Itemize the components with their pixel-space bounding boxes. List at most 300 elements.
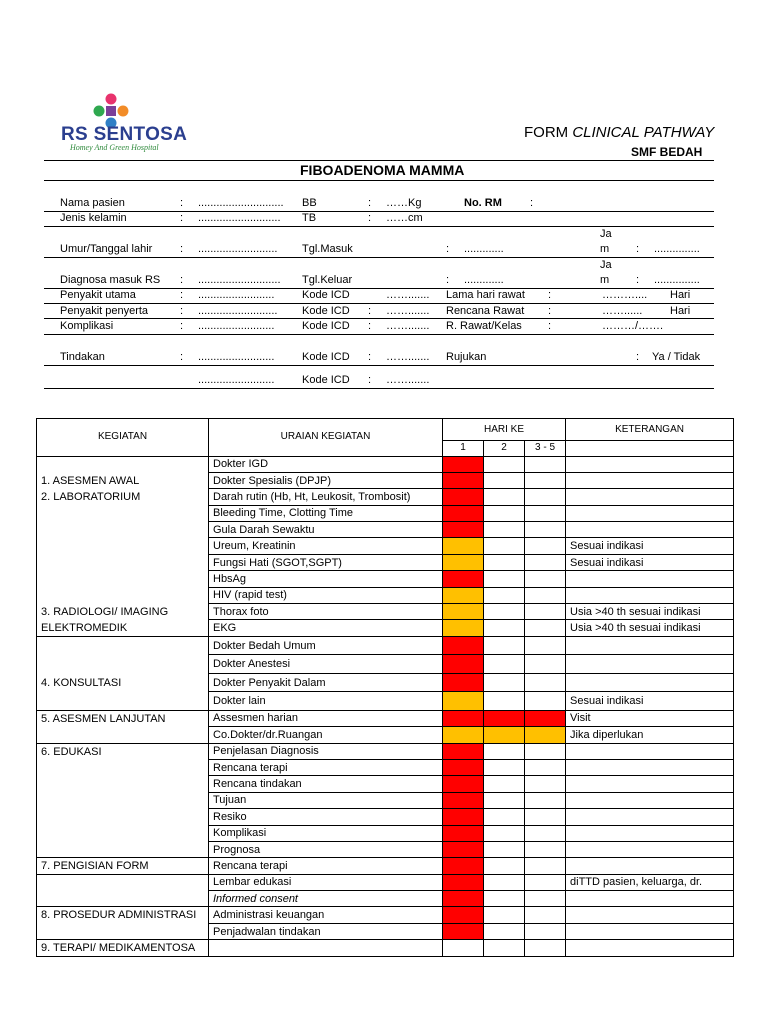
table-row xyxy=(37,907,734,923)
day-1-cell[interactable] xyxy=(443,472,484,488)
colon: : xyxy=(180,274,184,286)
keterangan-cell xyxy=(566,776,734,792)
colon: : xyxy=(446,243,450,255)
kegiatan-cell xyxy=(37,825,209,841)
day-3-cell[interactable] xyxy=(525,456,566,472)
kegiatan-cell: 4. KONSULTASI xyxy=(37,673,209,692)
table-row xyxy=(37,776,734,792)
keterangan-cell xyxy=(566,505,734,521)
row-line xyxy=(44,388,714,389)
table-row xyxy=(37,620,734,636)
kegiatan-cell xyxy=(37,522,209,538)
kegiatan-cell xyxy=(37,554,209,570)
day-3-cell[interactable] xyxy=(525,636,566,655)
uraian-cell: Lembar edukasi xyxy=(209,874,443,890)
kegiatan-cell xyxy=(37,923,209,939)
uraian-cell: Komplikasi xyxy=(209,825,443,841)
uraian-cell: Co.Dokter/dr.Ruangan xyxy=(209,727,443,743)
kegiatan-cell xyxy=(37,809,209,825)
field-kode-icd[interactable]: ……....... xyxy=(386,305,430,317)
day-3-cell[interactable] xyxy=(525,825,566,841)
day-1-cell[interactable] xyxy=(443,891,484,907)
field-komplikasi[interactable]: ......................... xyxy=(198,320,275,332)
day-1-cell[interactable] xyxy=(443,743,484,759)
field-jenis-kelamin[interactable]: ........................... xyxy=(198,212,281,224)
colon: : xyxy=(548,305,552,317)
keterangan-cell xyxy=(566,587,734,603)
header-keterangan-blank xyxy=(566,441,734,457)
keterangan-cell: Usia >40 th sesuai indikasi xyxy=(566,604,734,620)
field-rujukan[interactable]: Ya / Tidak xyxy=(652,351,701,363)
label-jam: Ja xyxy=(600,259,612,271)
day-1-cell[interactable] xyxy=(443,727,484,743)
label-kode-icd: Kode ICD xyxy=(302,320,350,332)
day-2-cell[interactable] xyxy=(484,692,525,711)
day-1-cell[interactable] xyxy=(443,692,484,711)
day-3-cell[interactable] xyxy=(525,907,566,923)
kegiatan-cell xyxy=(37,727,209,743)
field-umur[interactable]: .......................... xyxy=(198,243,278,255)
day-2-cell[interactable] xyxy=(484,825,525,841)
row-line xyxy=(44,257,714,258)
day-3-cell[interactable] xyxy=(525,809,566,825)
colon: : xyxy=(180,289,184,301)
day-2-cell[interactable] xyxy=(484,604,525,620)
day-3-cell[interactable] xyxy=(525,923,566,939)
label-bb: BB xyxy=(302,197,317,209)
field-r-rawat[interactable]: ………/……. xyxy=(602,320,664,332)
day-1-cell[interactable] xyxy=(443,620,484,636)
label-jam: m xyxy=(600,274,610,286)
day-1-cell[interactable] xyxy=(443,923,484,939)
day-1-cell[interactable] xyxy=(443,841,484,857)
document-title: FIBOADENOMA MAMMA xyxy=(300,162,465,178)
header-kegiatan: KEGIATAN xyxy=(37,419,209,457)
colon: : xyxy=(368,374,372,386)
table-row xyxy=(37,891,734,907)
field-tindakan-2[interactable]: ......................... xyxy=(198,374,275,386)
day-2-cell[interactable] xyxy=(484,743,525,759)
label-penyakit-penyerta: Penyakit penyerta xyxy=(60,305,149,317)
day-1-cell[interactable] xyxy=(443,587,484,603)
day-2-cell[interactable] xyxy=(484,489,525,505)
field-kode-icd[interactable]: ……....... xyxy=(386,374,430,386)
day-1-cell[interactable] xyxy=(443,776,484,792)
label-hari: Hari xyxy=(670,305,691,317)
row-line xyxy=(44,303,714,304)
keterangan-cell xyxy=(566,673,734,692)
day-1-cell[interactable] xyxy=(443,792,484,808)
field-tgl-masuk[interactable]: ............. xyxy=(464,243,504,255)
day-2-cell[interactable] xyxy=(484,940,525,956)
day-1-cell[interactable] xyxy=(443,538,484,554)
day-1-cell[interactable] xyxy=(443,489,484,505)
day-3-cell[interactable] xyxy=(525,522,566,538)
kegiatan-cell xyxy=(37,636,209,655)
label-rujukan: Rujukan xyxy=(446,351,487,363)
kegiatan-cell: 6. EDUKASI xyxy=(37,743,209,759)
day-1-cell[interactable] xyxy=(443,858,484,874)
day-3-cell[interactable] xyxy=(525,620,566,636)
day-3-cell[interactable] xyxy=(525,792,566,808)
table-row xyxy=(37,673,734,692)
colon: : xyxy=(636,243,640,255)
uraian-cell: Penjadwalan tindakan xyxy=(209,923,443,939)
kegiatan-cell: 3. RADIOLOGI/ IMAGING xyxy=(37,604,209,620)
table-row xyxy=(37,587,734,603)
keterangan-cell: diTTD pasien, keluarga, dr. xyxy=(566,874,734,890)
keterangan-cell: Jika diperlukan xyxy=(566,727,734,743)
keterangan-cell: Visit xyxy=(566,710,734,726)
keterangan-cell xyxy=(566,489,734,505)
colon: : xyxy=(368,197,372,209)
colon: : xyxy=(180,320,184,332)
table-row xyxy=(37,636,734,655)
kegiatan-cell: 1. ASESMEN AWAL xyxy=(37,472,209,488)
field-rencana-rawat[interactable]: ……...... xyxy=(602,305,643,317)
keterangan-cell: Sesuai indikasi xyxy=(566,554,734,570)
colon: : xyxy=(368,305,372,317)
uraian-cell: Resiko xyxy=(209,809,443,825)
day-2-cell[interactable] xyxy=(484,776,525,792)
day-3-cell[interactable] xyxy=(525,692,566,711)
table-row xyxy=(37,825,734,841)
keterangan-cell xyxy=(566,759,734,775)
field-bb[interactable]: ……Kg xyxy=(386,197,422,209)
uraian-cell: Dokter Bedah Umum xyxy=(209,636,443,655)
day-3-cell[interactable] xyxy=(525,673,566,692)
hospital-tagline: Homey And Green Hospital xyxy=(70,143,159,152)
day-1-cell[interactable] xyxy=(443,655,484,674)
day-2-cell[interactable] xyxy=(484,710,525,726)
clinical-pathway-table xyxy=(36,418,734,957)
uraian-cell: Dokter IGD xyxy=(209,456,443,472)
colon: : xyxy=(446,274,450,286)
kegiatan-cell xyxy=(37,776,209,792)
uraian-cell: Administrasi keuangan xyxy=(209,907,443,923)
table-row xyxy=(37,489,734,505)
day-2-cell[interactable] xyxy=(484,891,525,907)
hospital-name: RS SENTOSA xyxy=(61,124,188,145)
day-2-cell[interactable] xyxy=(484,809,525,825)
table-row xyxy=(37,554,734,570)
uraian-cell: Dokter Spesialis (DPJP) xyxy=(209,472,443,488)
day-3-cell[interactable] xyxy=(525,587,566,603)
label-hari: Hari xyxy=(670,289,691,301)
kegiatan-cell xyxy=(37,891,209,907)
keterangan-cell xyxy=(566,923,734,939)
uraian-cell: Thorax foto xyxy=(209,604,443,620)
row-line xyxy=(44,211,714,212)
keterangan-cell xyxy=(566,907,734,923)
label-kode-icd: Kode ICD xyxy=(302,305,350,317)
field-nama-pasien[interactable]: ............................ xyxy=(198,197,284,209)
day-2-cell[interactable] xyxy=(484,587,525,603)
keterangan-cell xyxy=(566,456,734,472)
row-line xyxy=(44,226,714,227)
kegiatan-cell xyxy=(37,655,209,674)
day-2-cell[interactable] xyxy=(484,792,525,808)
day-2-cell[interactable] xyxy=(484,673,525,692)
label-lama-hari: Lama hari rawat xyxy=(446,289,525,301)
table-row xyxy=(37,874,734,890)
colon: : xyxy=(530,197,534,209)
kegiatan-cell xyxy=(37,792,209,808)
uraian-cell: HbsAg xyxy=(209,571,443,587)
row-line xyxy=(44,334,714,335)
uraian-cell: Bleeding Time, Clotting Time xyxy=(209,505,443,521)
day-1-cell[interactable] xyxy=(443,554,484,570)
day-1-cell[interactable] xyxy=(443,907,484,923)
day-3-cell[interactable] xyxy=(525,489,566,505)
uraian-cell: Rencana terapi xyxy=(209,759,443,775)
day-3-cell[interactable] xyxy=(525,554,566,570)
keterangan-cell xyxy=(566,858,734,874)
day-1-cell[interactable] xyxy=(443,759,484,775)
uraian-cell xyxy=(209,940,443,956)
field-penyakit-utama[interactable]: ......................... xyxy=(198,289,275,301)
table-row xyxy=(37,727,734,743)
day-3-cell[interactable] xyxy=(525,858,566,874)
department-label: SMF BEDAH xyxy=(631,145,703,159)
kegiatan-cell: 2. LABORATORIUM xyxy=(37,489,209,505)
day-3-cell[interactable] xyxy=(525,571,566,587)
divider xyxy=(44,160,714,161)
label-jam: Ja xyxy=(600,228,612,240)
day-2-cell[interactable] xyxy=(484,655,525,674)
uraian-cell: EKG xyxy=(209,620,443,636)
keterangan-cell xyxy=(566,743,734,759)
colon: : xyxy=(548,320,552,332)
colon: : xyxy=(180,197,184,209)
day-3-cell[interactable] xyxy=(525,743,566,759)
keterangan-cell xyxy=(566,825,734,841)
keterangan-cell xyxy=(566,571,734,587)
day-3-cell[interactable] xyxy=(525,604,566,620)
colon: : xyxy=(548,289,552,301)
field-kode-icd[interactable]: ……....... xyxy=(386,320,430,332)
header-day-2: 2 xyxy=(484,441,525,457)
field-tindakan[interactable]: ......................... xyxy=(198,351,275,363)
table-row xyxy=(37,809,734,825)
table-row xyxy=(37,692,734,711)
day-2-cell[interactable] xyxy=(484,472,525,488)
table-row xyxy=(37,522,734,538)
keterangan-cell: Sesuai indikasi xyxy=(566,692,734,711)
keterangan-cell xyxy=(566,940,734,956)
row-line xyxy=(44,318,714,319)
day-2-cell[interactable] xyxy=(484,727,525,743)
table-row xyxy=(37,743,734,759)
keterangan-cell: Usia >40 th sesuai indikasi xyxy=(566,620,734,636)
header-day-1: 1 xyxy=(443,441,484,457)
day-3-cell[interactable] xyxy=(525,655,566,674)
day-2-cell[interactable] xyxy=(484,522,525,538)
field-kode-icd[interactable]: ……....... xyxy=(386,289,430,301)
table-row xyxy=(37,604,734,620)
day-3-cell[interactable] xyxy=(525,776,566,792)
day-3-cell[interactable] xyxy=(525,874,566,890)
day-1-cell[interactable] xyxy=(443,571,484,587)
label-diagnosa: Diagnosa masuk RS xyxy=(60,274,161,286)
day-3-cell[interactable] xyxy=(525,891,566,907)
field-diagnosa[interactable]: ........................... xyxy=(198,274,281,286)
keterangan-cell xyxy=(566,841,734,857)
table-row xyxy=(37,841,734,857)
day-3-cell[interactable] xyxy=(525,841,566,857)
day-3-cell[interactable] xyxy=(525,710,566,726)
table-row xyxy=(37,505,734,521)
kegiatan-cell: ELEKTROMEDIK xyxy=(37,620,209,636)
day-2-cell[interactable] xyxy=(484,620,525,636)
label-tindakan: Tindakan xyxy=(60,351,105,363)
day-1-cell[interactable] xyxy=(443,505,484,521)
day-3-cell[interactable] xyxy=(525,505,566,521)
uraian-cell: HIV (rapid test) xyxy=(209,587,443,603)
field-jam-keluar[interactable]: ............... xyxy=(654,274,700,286)
day-2-cell[interactable] xyxy=(484,858,525,874)
colon: : xyxy=(368,351,372,363)
day-3-cell[interactable] xyxy=(525,727,566,743)
day-1-cell[interactable] xyxy=(443,673,484,692)
day-1-cell[interactable] xyxy=(443,636,484,655)
keterangan-cell xyxy=(566,891,734,907)
uraian-cell: Gula Darah Sewaktu xyxy=(209,522,443,538)
colon: : xyxy=(180,305,184,317)
day-3-cell[interactable] xyxy=(525,940,566,956)
day-2-cell[interactable] xyxy=(484,874,525,890)
uraian-cell: Informed consent xyxy=(209,891,443,907)
uraian-cell: Dokter Penyakit Dalam xyxy=(209,673,443,692)
uraian-cell: Rencana terapi xyxy=(209,858,443,874)
uraian-cell: Prognosa xyxy=(209,841,443,857)
uraian-cell: Fungsi Hati (SGOT,SGPT) xyxy=(209,554,443,570)
day-1-cell[interactable] xyxy=(443,456,484,472)
field-tb[interactable]: ……cm xyxy=(386,212,423,224)
table-row xyxy=(37,923,734,939)
day-2-cell[interactable] xyxy=(484,505,525,521)
keterangan-cell xyxy=(566,636,734,655)
table-row xyxy=(37,858,734,874)
table-row xyxy=(37,940,734,956)
label-r-rawat: R. Rawat/Kelas xyxy=(446,320,522,332)
table-row xyxy=(37,655,734,674)
day-2-cell[interactable] xyxy=(484,841,525,857)
label-rencana-rawat: Rencana Rawat xyxy=(446,305,525,317)
day-1-cell[interactable] xyxy=(443,710,484,726)
kegiatan-cell: 5. ASESMEN LANJUTAN xyxy=(37,710,209,726)
colon: : xyxy=(636,274,640,286)
label-penyakit-utama: Penyakit utama xyxy=(60,289,136,301)
kegiatan-cell: 7. PENGISIAN FORM xyxy=(37,858,209,874)
day-3-cell[interactable] xyxy=(525,759,566,775)
table-row xyxy=(37,571,734,587)
label-jenis-kelamin: Jenis kelamin xyxy=(60,212,127,224)
day-1-cell[interactable] xyxy=(443,874,484,890)
label-nama-pasien: Nama pasien xyxy=(60,197,125,209)
field-jam-masuk[interactable]: ............... xyxy=(654,243,700,255)
table-row xyxy=(37,538,734,554)
kegiatan-cell xyxy=(37,571,209,587)
table-row xyxy=(37,456,734,472)
colon: : xyxy=(368,320,372,332)
keterangan-cell: Sesuai indikasi xyxy=(566,538,734,554)
kegiatan-cell xyxy=(37,456,209,472)
kegiatan-cell: 9. TERAPI/ MEDIKAMENTOSA xyxy=(37,940,209,956)
kegiatan-cell xyxy=(37,587,209,603)
day-1-cell[interactable] xyxy=(443,825,484,841)
uraian-cell: Penjelasan Diagnosis xyxy=(209,743,443,759)
kegiatan-cell xyxy=(37,505,209,521)
uraian-cell: Darah rutin (Hb, Ht, Leukosit, Trombosit) xyxy=(209,489,443,505)
uraian-cell: Dokter Anestesi xyxy=(209,655,443,674)
label-komplikasi: Komplikasi xyxy=(60,320,114,332)
label-umur: Umur/Tanggal lahir xyxy=(60,243,153,255)
day-1-cell[interactable] xyxy=(443,604,484,620)
uraian-cell: Dokter lain xyxy=(209,692,443,711)
day-1-cell[interactable] xyxy=(443,940,484,956)
label-tgl-keluar: Tgl.Keluar xyxy=(302,274,353,286)
day-2-cell[interactable] xyxy=(484,923,525,939)
field-tgl-keluar[interactable]: ............. xyxy=(464,274,504,286)
colon: : xyxy=(180,351,184,363)
field-kode-icd[interactable]: ……....... xyxy=(386,351,430,363)
label-no-rm: No. RM xyxy=(464,197,502,209)
colon: : xyxy=(180,212,184,224)
uraian-cell: Tujuan xyxy=(209,792,443,808)
label-kode-icd: Kode ICD xyxy=(302,289,350,301)
day-2-cell[interactable] xyxy=(484,907,525,923)
label-tb: TB xyxy=(302,212,317,224)
label-jam: m xyxy=(600,243,610,255)
field-lama-hari[interactable]: ……….... xyxy=(602,289,648,301)
colon: : xyxy=(368,212,372,224)
header-hari-ke: HARI KE xyxy=(443,419,566,441)
kegiatan-cell xyxy=(37,841,209,857)
header-uraian: URAIAN KEGIATAN xyxy=(209,419,443,457)
header-day-3-5: 3 - 5 xyxy=(525,441,566,457)
uraian-cell: Ureum, Kreatinin xyxy=(209,538,443,554)
label-tgl-masuk: Tgl.Masuk xyxy=(302,243,353,255)
day-2-cell[interactable] xyxy=(484,538,525,554)
day-2-cell[interactable] xyxy=(484,554,525,570)
header-keterangan: KETERANGAN xyxy=(566,419,734,441)
day-1-cell[interactable] xyxy=(443,809,484,825)
keterangan-cell xyxy=(566,522,734,538)
kegiatan-cell xyxy=(37,538,209,554)
form-title: FORM CLINICAL PATHWAY xyxy=(524,124,715,141)
day-3-cell[interactable] xyxy=(525,538,566,554)
day-2-cell[interactable] xyxy=(484,456,525,472)
colon: : xyxy=(180,243,184,255)
uraian-cell: Assesmen harian xyxy=(209,710,443,726)
uraian-cell: Rencana tindakan xyxy=(209,776,443,792)
keterangan-cell xyxy=(566,809,734,825)
table-row xyxy=(37,472,734,488)
colon: : xyxy=(636,351,640,363)
keterangan-cell xyxy=(566,472,734,488)
row-line xyxy=(44,365,714,366)
kegiatan-cell xyxy=(37,692,209,711)
day-2-cell[interactable] xyxy=(484,636,525,655)
day-3-cell[interactable] xyxy=(525,472,566,488)
field-penyakit-penyerta[interactable]: .......................... xyxy=(198,305,278,317)
day-2-cell[interactable] xyxy=(484,571,525,587)
keterangan-cell xyxy=(566,655,734,674)
day-1-cell[interactable] xyxy=(443,522,484,538)
day-2-cell[interactable] xyxy=(484,759,525,775)
keterangan-cell xyxy=(566,792,734,808)
